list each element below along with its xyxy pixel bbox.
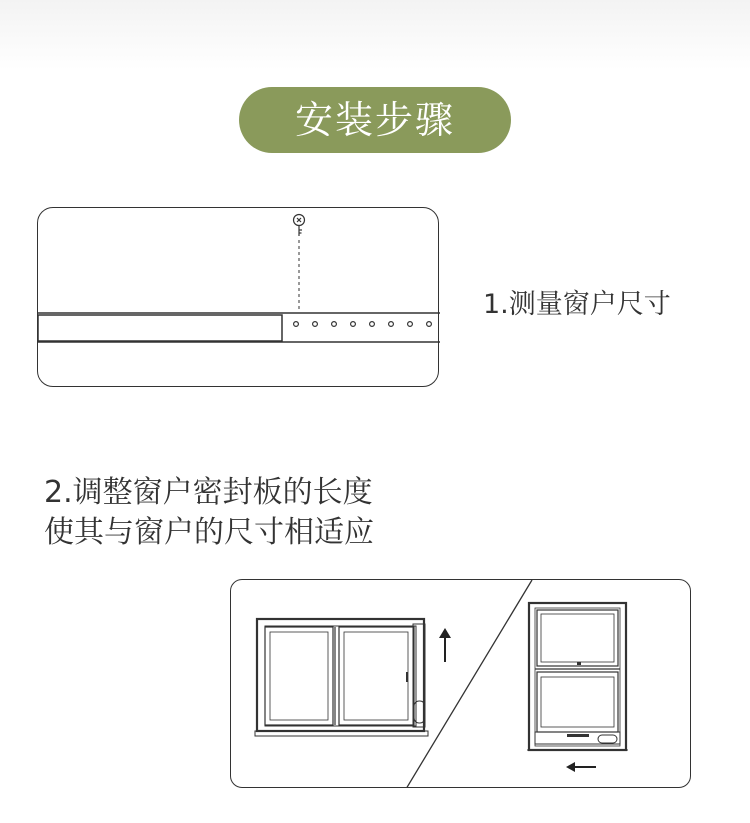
adjustment-holes xyxy=(294,322,432,327)
step-2-line-1: 2.调整窗户密封板的长度 xyxy=(44,475,373,510)
measure-illustration xyxy=(37,207,439,387)
step-2-text xyxy=(44,473,374,553)
window-drawing xyxy=(231,580,691,788)
seal-panel-drawing xyxy=(38,208,440,388)
section-title: 安装步骤 xyxy=(294,98,455,142)
step-1-text: 1.测量窗户尺寸 xyxy=(483,289,671,320)
step-2-line-2: 使其与窗户的尺寸相适应 xyxy=(44,515,374,550)
hung-window xyxy=(527,603,628,750)
section-title-badge xyxy=(239,87,511,153)
arrow-left-icon xyxy=(566,762,596,772)
key-icon xyxy=(294,215,305,237)
arrow-up-icon xyxy=(439,628,451,662)
sliding-window xyxy=(255,619,428,736)
inner-panel xyxy=(38,315,282,341)
window-fit-illustration xyxy=(230,579,691,788)
